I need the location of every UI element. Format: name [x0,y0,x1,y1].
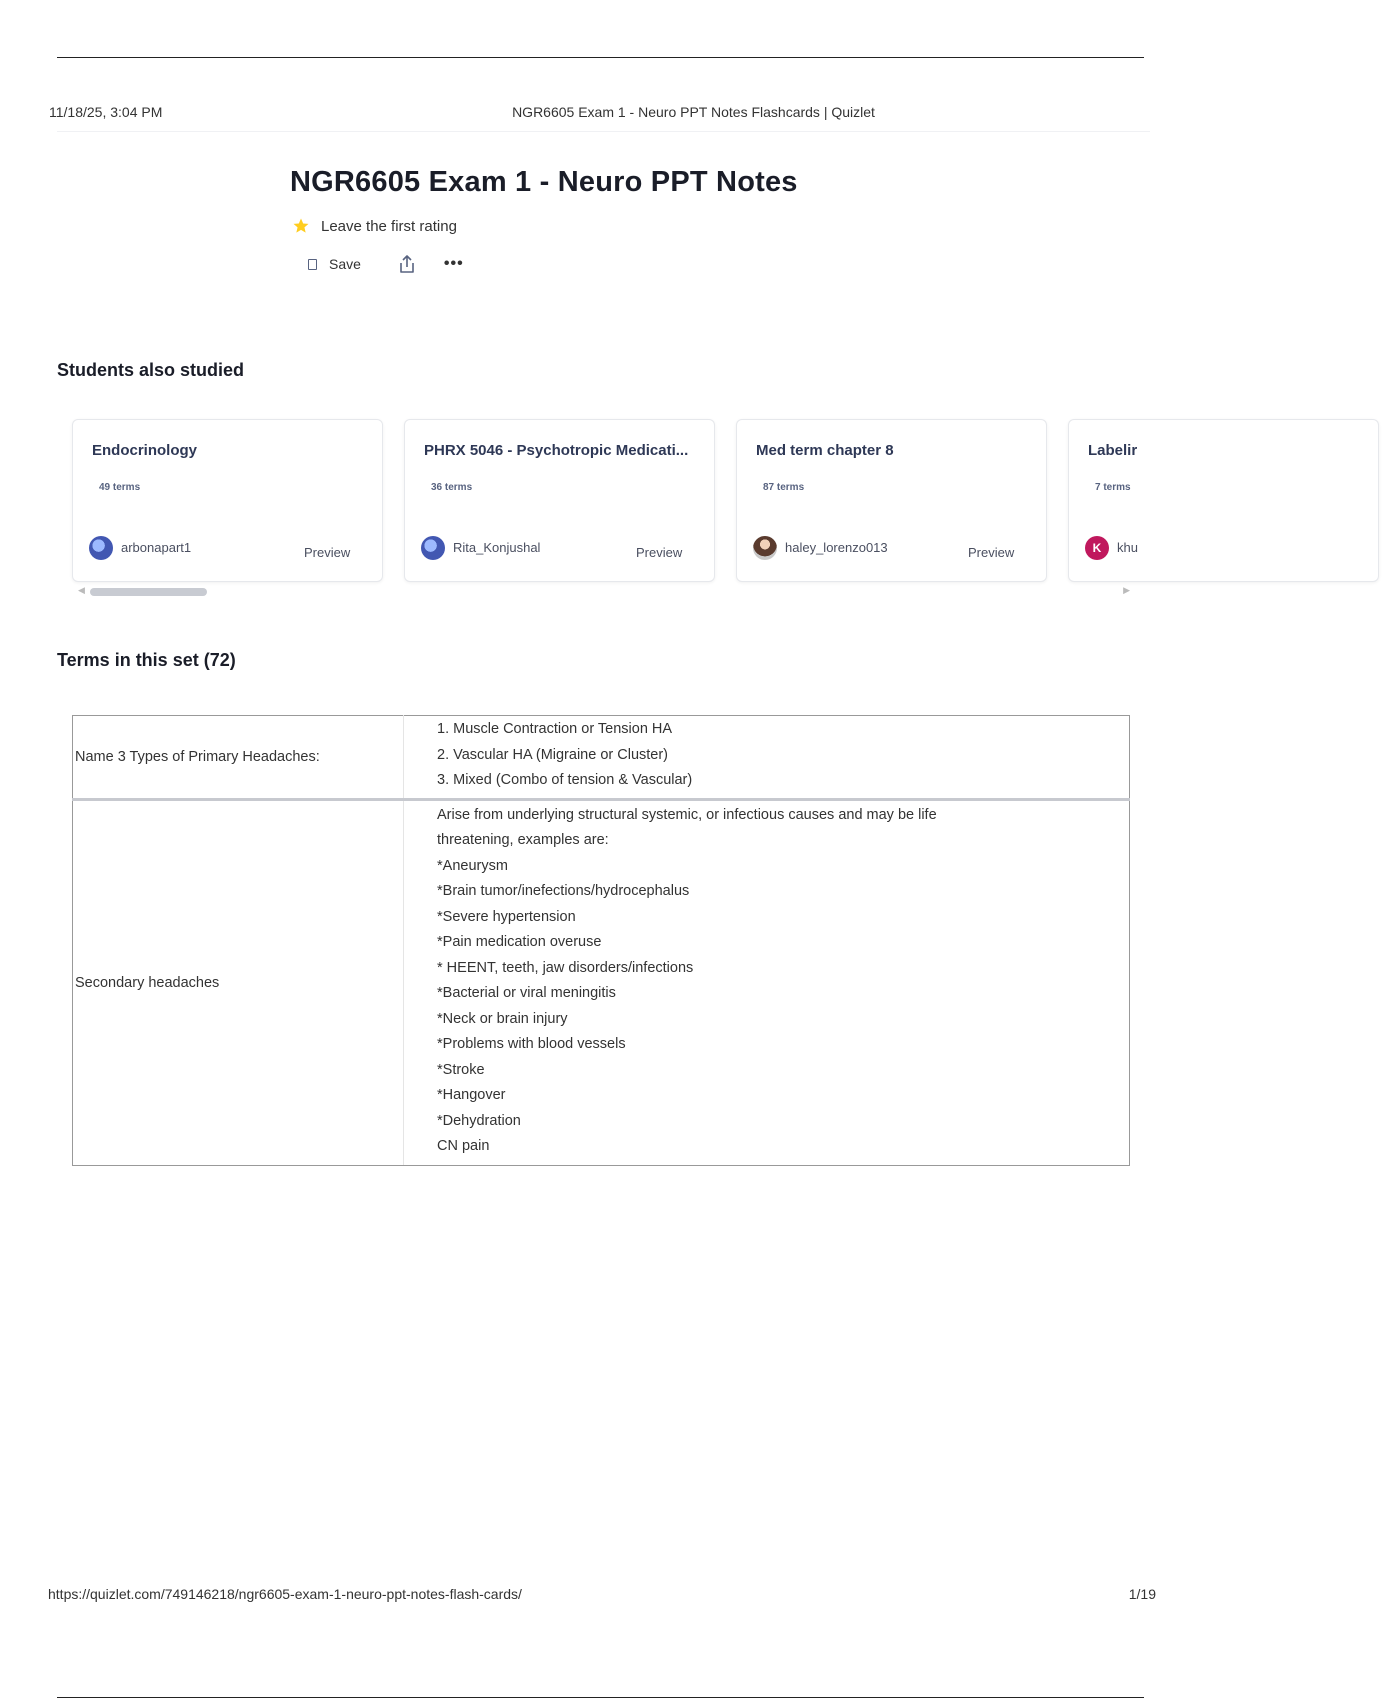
set-title: NGR6605 Exam 1 - Neuro PPT Notes [290,166,798,198]
definition-line: 3. Mixed (Combo of tension & Vascular) [437,772,693,788]
scroll-right-arrow-icon[interactable]: ▶ [1123,585,1130,595]
avatar [89,536,113,560]
card-title: Endocrinology [92,442,197,459]
students-also-studied-heading: Students also studied [57,360,245,380]
avatar [753,536,777,560]
table-row [73,799,1130,1165]
study-set-card[interactable] [1068,419,1379,582]
term-cell: Secondary headaches [73,799,404,1165]
card-title: Med term chapter 8 [756,442,894,459]
header-divider [57,131,1150,132]
definition-line: *Bacterial or viral meningitis [437,985,616,1001]
definition-line: CN pain [437,1138,490,1154]
definition-line: *Hangover [437,1087,506,1103]
preview-button[interactable]: Preview [304,545,351,560]
card-term-count: 49 terms [99,482,141,493]
scrollbar-thumb[interactable] [90,588,207,596]
definition-line: *Stroke [437,1061,485,1078]
definition-line: threatening, examples are: [437,832,609,848]
terms-heading: Terms in this set (72) [57,650,236,670]
study-set-carousel[interactable] [72,419,1138,584]
print-url: https://quizlet.com/749146218/ngr6605-exam-1-neuro-ppt-notes-flash-cards/ [48,1586,522,1602]
definition-line: 1. Muscle Contraction or Tension HA [437,721,673,737]
definition-line: 2. Vascular HA (Migraine or Cluster) [437,746,669,763]
card-term-count: 87 terms [763,482,805,493]
card-username: Rita_Konjushal [453,540,541,555]
carousel-scrollbar[interactable] [78,585,1130,596]
avatar: K [1085,536,1109,560]
definition-line: *Neck or brain injury [437,1010,568,1027]
share-icon[interactable] [398,254,416,274]
rating-link[interactable] [292,217,457,235]
bookmark-icon [308,259,317,270]
rating-prompt: Leave the first rating [321,217,457,235]
card-term-count: 36 terms [431,482,473,493]
definition-line: *Pain medication overuse [437,934,602,950]
card-username: arbonapart1 [121,540,192,555]
definition-line: *Problems with blood vessels [437,1036,626,1052]
page-indicator: 1/19 [1128,1586,1156,1602]
term-cell: Name 3 Types of Primary Headaches: [73,716,404,800]
study-set-card[interactable] [736,419,1047,582]
star-icon [292,217,310,235]
definition-cell [404,799,1130,1165]
card-username: haley_lorenzo013 [785,540,888,555]
card-term-count: 7 terms [1095,482,1131,493]
card-title: PHRX 5046 - Psychotropic Medicati... [424,442,689,459]
definition-line: *Severe hypertension [437,908,576,925]
avatar [421,536,445,560]
study-set-card[interactable] [72,419,383,582]
study-set-card[interactable] [404,419,715,582]
definition-line: *Aneurysm [437,857,508,874]
card-title: Labelir [1088,442,1138,459]
more-options-icon[interactable]: ••• [443,255,464,272]
print-datetime: 11/18/25, 3:04 PM [49,104,163,120]
preview-button[interactable]: Preview [968,545,1015,560]
definition-line: Arise from underlying structural systemic, or infectious causes and may be life [437,806,937,823]
print-bottom-rule [57,1697,1144,1698]
definition-line: * HEENT, teeth, jaw disorders/infections [437,959,694,976]
card-username: khu [1117,540,1138,555]
save-label: Save [329,256,361,272]
preview-button[interactable]: Preview [636,545,683,560]
set-actions [308,254,464,274]
print-top-rule [57,57,1144,58]
definition-cell [404,716,1130,800]
definition-line: *Dehydration [437,1112,521,1129]
print-page-title: NGR6605 Exam 1 - Neuro PPT Notes Flashcards | Quizlet [512,104,875,120]
save-button[interactable] [308,256,361,272]
terms-table [72,715,1130,1166]
table-row [73,716,1130,800]
scroll-left-arrow-icon[interactable]: ◀ [78,585,85,595]
definition-line: *Brain tumor/inefections/hydrocephalus [437,883,690,899]
